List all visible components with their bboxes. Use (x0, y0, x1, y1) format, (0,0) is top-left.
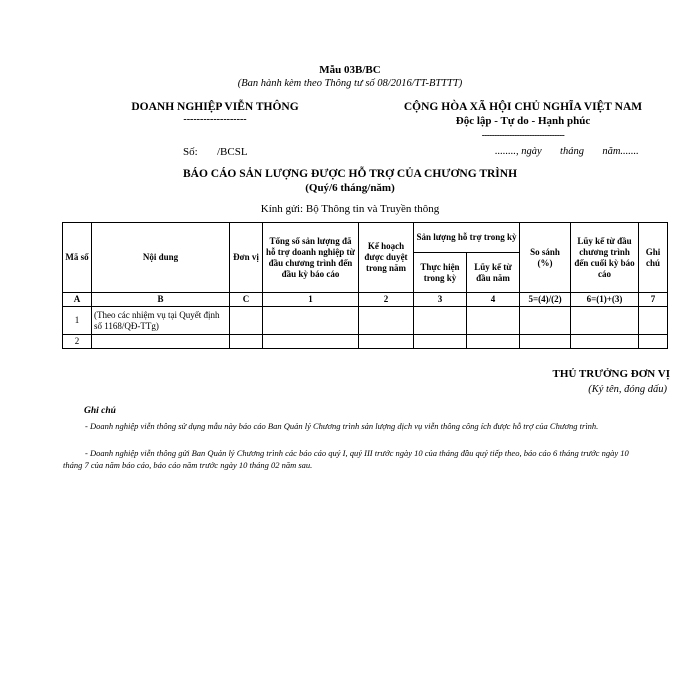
empty-cell (639, 335, 668, 349)
code-cell: 5=(4)/(2) (520, 293, 571, 307)
code-cell: 6=(1)+(3) (571, 293, 639, 307)
empty-cell (520, 307, 571, 335)
header-ghi-chu: Ghi chú (639, 223, 668, 293)
document-number-label: Số: (183, 146, 198, 158)
empty-cell (414, 335, 467, 349)
empty-cell (263, 335, 359, 349)
table-row (63, 335, 668, 349)
header-don-vi: Đơn vị (230, 223, 263, 293)
row-noi-dung (92, 335, 230, 349)
row-ma-so: 2 (63, 335, 92, 349)
empty-cell (520, 335, 571, 349)
code-cell: 2 (359, 293, 414, 307)
table-row (63, 307, 668, 335)
organization-name: DOANH NGHIỆP VIỄN THÔNG (131, 101, 299, 113)
header-tong-so: Tổng số sản lượng đã hỗ trợ doanh nghiệp từ đầu chương trình đến đầu kỳ báo cáo (263, 223, 359, 293)
empty-cell (639, 307, 668, 335)
code-cell: C (230, 293, 263, 307)
empty-cell (467, 307, 520, 335)
report-table (62, 222, 668, 349)
recipient-line: Kính gửi: Bộ Thông tin và Truyền thông (260, 203, 440, 215)
report-period: (Quý/6 tháng/năm) (305, 182, 395, 194)
signer-note: (Ký tên, đóng dấu) (588, 384, 667, 395)
header-luy-ke-ct: Lũy kế từ đầu chương trình đến cuối kỳ báo cáo (571, 223, 639, 293)
empty-cell (230, 335, 263, 349)
empty-cell (230, 307, 263, 335)
header-thuc-hien: Thực hiện trong kỳ (414, 253, 467, 293)
national-motto: Độc lập - Tự do - Hạnh phúc (455, 115, 591, 127)
form-code: Mẫu 03B/BC (319, 64, 381, 76)
report-title: BÁO CÁO SẢN LƯỢNG ĐƯỢC HỖ TRỢ CỦA CHƯƠNG TRÌNH (182, 168, 518, 180)
header-ke-hoach: Kế hoạch được duyệt trong năm (359, 223, 414, 293)
organization-divider: ------------------- (183, 114, 247, 125)
header-ma-so: Mã số (63, 223, 92, 293)
signer-title: THỦ TRƯỞNG ĐƠN VỊ (552, 368, 670, 380)
code-cell: 4 (467, 293, 520, 307)
header-san-luong-group: Sản lượng hỗ trợ trong kỳ (414, 223, 520, 253)
note-item: - Doanh nghiệp viễn thông gửi Ban Quản lý Chương trình các báo cáo quý I, quý III trước ngày 10 của tháng đầu quý tiếp theo, báo cáo 6 tháng trước ngày 10 tháng 7 của năm báo cáo, báo cáo năm trước ngày 10 tháng 02 năm sau. (63, 448, 629, 470)
motto-divider: --------------------------------- (481, 130, 565, 140)
date-line: ........, ngày tháng năm....... (495, 146, 639, 157)
empty-cell (571, 307, 639, 335)
header-so-sanh: So sánh (%) (520, 223, 571, 293)
document-number-value: /BCSL (217, 146, 248, 158)
code-cell: 1 (263, 293, 359, 307)
code-cell: B (92, 293, 230, 307)
row-ma-so: 1 (63, 307, 92, 335)
empty-cell (571, 335, 639, 349)
issued-by-note: (Ban hành kèm theo Thông tư số 08/2016/TT-BTTTT) (237, 78, 463, 89)
country-name: CỘNG HÒA XÃ HỘI CHỦ NGHĨA VIỆT NAM (403, 101, 643, 113)
row-noi-dung: (Theo các nhiệm vụ tại Quyết định số 1168/QĐ-TTg) (92, 307, 230, 335)
empty-cell (414, 307, 467, 335)
header-noi-dung: Nội dung (92, 223, 230, 293)
notes-heading: Ghi chú (84, 406, 116, 416)
code-cell: 3 (414, 293, 467, 307)
header-luy-ke-nam: Lũy kế từ đầu năm (467, 253, 520, 293)
code-cell: 7 (639, 293, 668, 307)
code-cell: A (63, 293, 92, 307)
note-item: - Doanh nghiệp viễn thông sử dụng mẫu này báo cáo Ban Quản lý Chương trình sản lượng dịch vụ viễn thông công ích được hỗ trợ của Chương trình. (85, 421, 599, 431)
empty-cell (467, 335, 520, 349)
empty-cell (359, 307, 414, 335)
empty-cell (263, 307, 359, 335)
empty-cell (359, 335, 414, 349)
